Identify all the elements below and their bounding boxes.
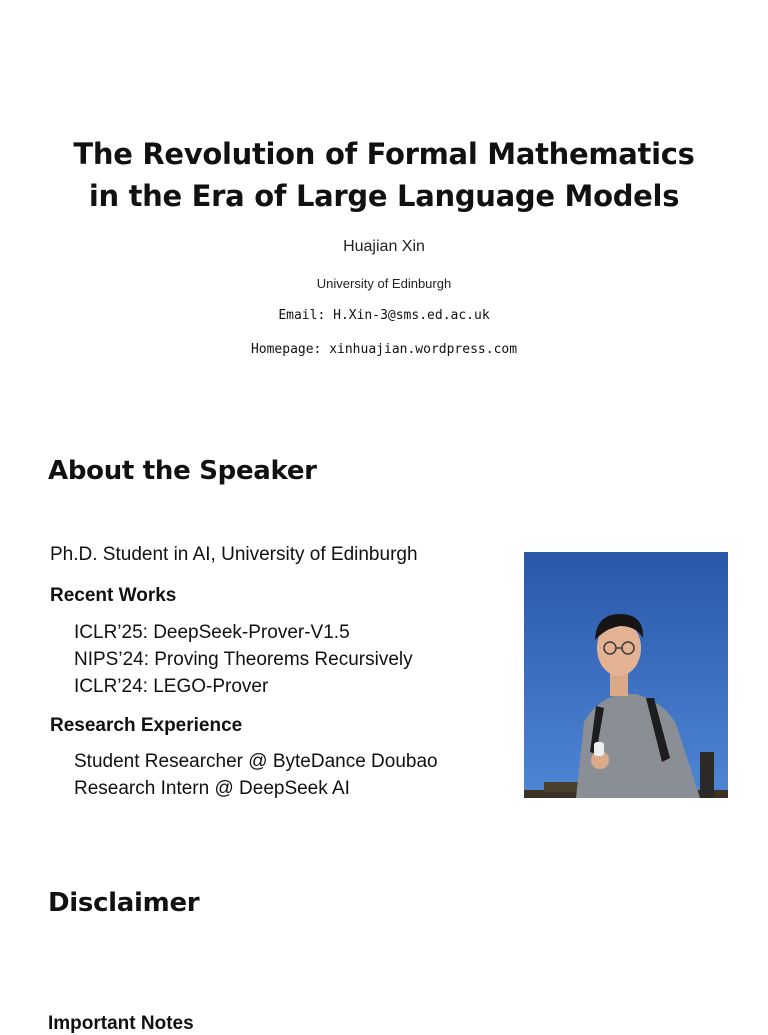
title-line-2: in the Era of Large Language Models	[88, 179, 680, 213]
list-item: NIPS’24: Proving Theorems Recursively	[74, 649, 413, 670]
page-title	[0, 133, 768, 217]
list-item: Research Intern @ DeepSeek AI	[74, 778, 350, 799]
speaker-photo-illustration	[524, 552, 728, 798]
recent-works-list	[74, 619, 413, 700]
list-item: ICLR’25: DeepSeek-Prover-V1.5	[74, 622, 350, 643]
list-item: Student Researcher @ ByteDance Doubao	[74, 751, 438, 772]
important-notes-heading: Important Notes	[48, 1013, 194, 1034]
author-affiliation: University of Edinburgh	[316, 276, 452, 291]
about-speaker-heading: About the Speaker	[48, 456, 317, 486]
homepage-text: Homepage: xinhuajian.wordpress.com	[250, 342, 518, 357]
list-item: ICLR’24: LEGO-Prover	[74, 676, 269, 697]
speaker-role: Ph.D. Student in AI, University of Edinburgh	[50, 544, 418, 565]
research-experience-list	[74, 748, 438, 802]
research-experience-heading: Research Experience	[50, 715, 243, 736]
title-line-1: The Revolution of Formal Mathematics	[73, 137, 695, 171]
disclaimer-heading: Disclaimer	[48, 888, 200, 918]
author-name: Huajian Xin	[343, 238, 425, 255]
speaker-photo	[524, 552, 728, 798]
recent-works-heading: Recent Works	[50, 585, 177, 606]
email-text: Email: H.Xin-3@sms.ed.ac.uk	[278, 308, 490, 323]
